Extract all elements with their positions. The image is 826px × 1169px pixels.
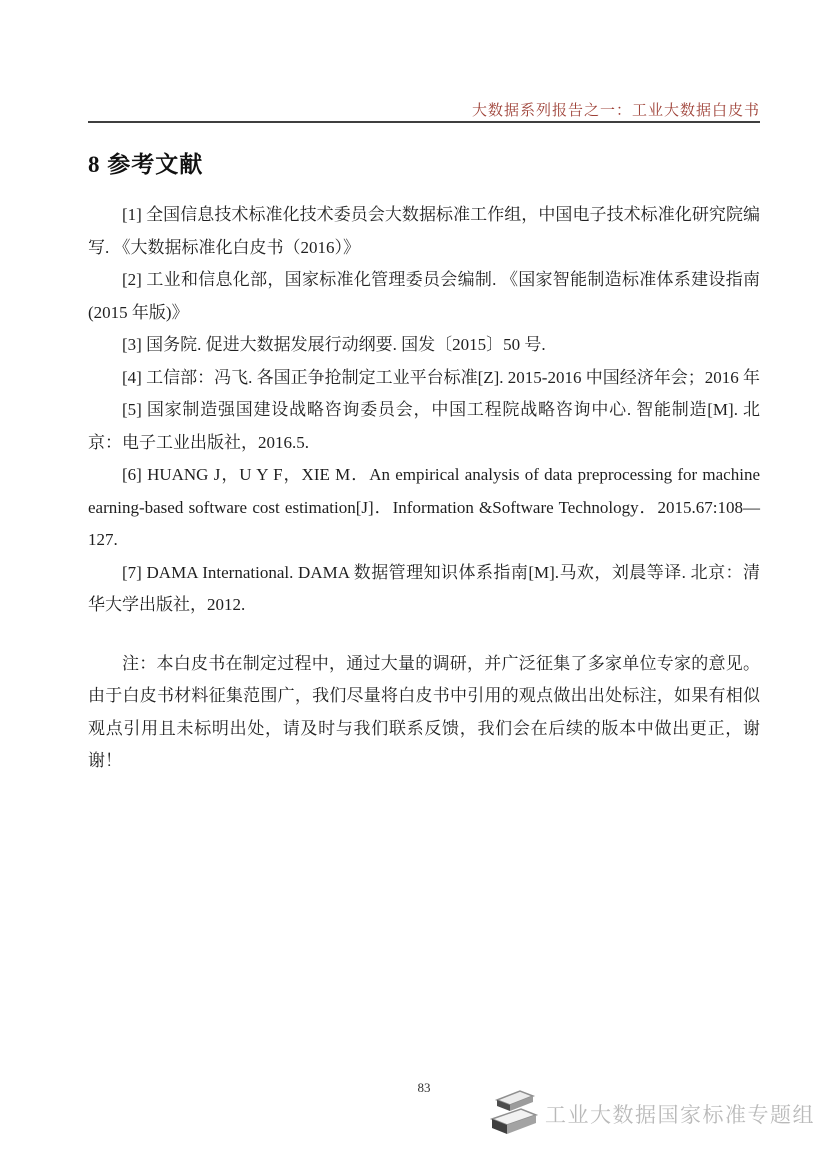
watermark bbox=[487, 1086, 815, 1142]
reference-item: [6] HUANG J，U Y F，XIE M．An empirical analysis of data preprocessing for machine earning-based software cost estimation[J]．Information &Software Technology．2015.67:108—127. bbox=[88, 465, 760, 549]
note-paragraph: 注：本白皮书在制定过程中，通过大量的调研，并广泛征集了多家单位专家的意见。由于白皮书材料征集范围广，我们尽量将白皮书中引用的观点做出出处标注，如果有相似观点引用且未标明出处，请及时与我们联系反馈，我们会在后续的版本中做出更正，谢谢！ bbox=[88, 653, 760, 770]
reference-item: [5] 国家制造强国建设战略咨询委员会，中国工程院战略咨询中心. 智能制造[M]. 北京：电子工业出版社，2016.5. bbox=[88, 400, 760, 452]
header-rule bbox=[88, 121, 760, 123]
watermark-label: 工业大数据国家标准专题组 bbox=[545, 1104, 815, 1127]
reference-item: [7] DAMA International. DAMA 数据管理知识体系指南[M].马欢，刘晨等译. 北京：清华大学出版社，2012. bbox=[88, 562, 760, 614]
references-section bbox=[88, 146, 760, 778]
book-stack-icon bbox=[487, 1086, 539, 1142]
page-number: 83 bbox=[417, 1080, 431, 1095]
reference-item: [4] 工信部：冯飞. 各国正争抢制定工业平台标准[Z]. 2015-2016 中国经济年会；2016 年 bbox=[122, 367, 760, 387]
reference-item: [3] 国务院. 促进大数据发展行动纲要. 国发〔2015〕50 号. bbox=[122, 335, 546, 354]
reference-item: [2] 工业和信息化部，国家标准化管理委员会编制. 《国家智能制造标准体系建设指南(2015 年版)》 bbox=[88, 270, 760, 322]
section-heading: 8 参考文献 bbox=[88, 152, 204, 177]
running-header: 大数据系列报告之一：工业大数据白皮书 bbox=[471, 103, 760, 119]
reference-item: [1] 全国信息技术标准化技术委员会大数据标准工作组，中国电子技术标准化研究院编写. 《大数据标准化白皮书（2016）》 bbox=[88, 205, 760, 257]
